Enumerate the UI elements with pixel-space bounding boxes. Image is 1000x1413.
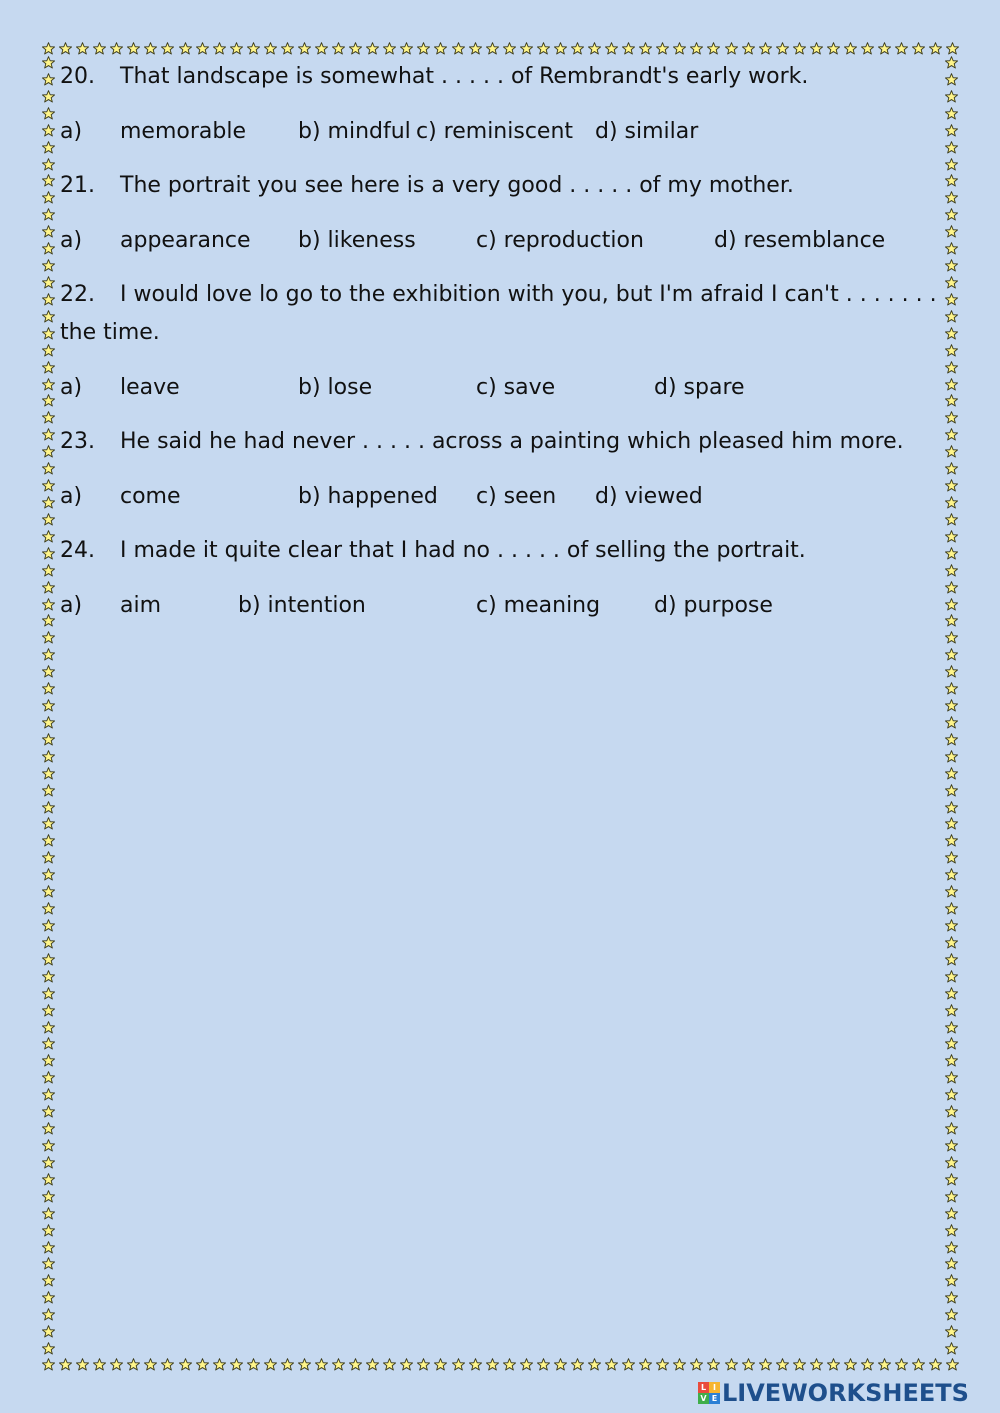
option-a[interactable]: leave <box>120 375 180 400</box>
option-a-label: a) <box>60 228 83 253</box>
option-d[interactable]: d) viewed <box>595 484 703 509</box>
question-text: The portrait you see here is a very good . . . . . of my mother. <box>120 173 794 198</box>
question-number: 21. <box>60 173 95 198</box>
question-text: I made it quite clear that I had no . . . . . of selling the portrait. <box>120 538 806 563</box>
question-number: 20. <box>60 64 95 89</box>
option-d[interactable]: d) spare <box>654 375 745 400</box>
option-b[interactable]: b) likeness <box>298 228 416 253</box>
option-d[interactable]: d) similar <box>595 119 699 144</box>
logo-mark-letter: I <box>709 1382 720 1393</box>
question-text-continued: the time. <box>60 320 160 345</box>
question-text: He said he had never . . . . . across a painting which pleased him more. <box>120 429 904 454</box>
option-b[interactable]: b) intention <box>238 593 366 618</box>
option-c[interactable]: c) save <box>476 375 556 400</box>
option-b[interactable]: b) lose <box>298 375 373 400</box>
option-c[interactable]: c) reminiscent <box>416 119 574 144</box>
question-text: I would love lo go to the exhibition with you, but I'm afraid I can't . . . . . . . <box>120 282 937 307</box>
option-c[interactable]: c) seen <box>476 484 557 509</box>
option-a-label: a) <box>60 375 83 400</box>
logo-mark-letter: L <box>698 1382 709 1393</box>
option-a[interactable]: come <box>120 484 181 509</box>
option-a[interactable]: memorable <box>120 119 246 144</box>
logo-mark-icon <box>698 1382 720 1404</box>
option-a[interactable]: aim <box>120 593 162 618</box>
option-b[interactable]: b) mindful <box>298 119 411 144</box>
logo-mark-letter: E <box>709 1393 720 1404</box>
question-text: That landscape is somewhat . . . . . of Rembrandt's early work. <box>120 64 809 89</box>
logo-text: LIVEWORKSHEETS <box>722 1379 969 1407</box>
question-number: 24. <box>60 538 95 563</box>
option-b[interactable]: b) happened <box>298 484 438 509</box>
option-a-label: a) <box>60 119 83 144</box>
option-c[interactable]: c) meaning <box>476 593 601 618</box>
option-d[interactable]: d) purpose <box>654 593 773 618</box>
question-number: 23. <box>60 429 95 454</box>
question-number: 22. <box>60 282 95 307</box>
option-a-label: a) <box>60 593 83 618</box>
option-d[interactable]: d) resemblance <box>714 228 886 253</box>
option-a[interactable]: appearance <box>120 228 251 253</box>
option-c[interactable]: c) reproduction <box>476 228 644 253</box>
logo-mark-letter: V <box>698 1393 709 1404</box>
option-a-label: a) <box>60 484 83 509</box>
liveworksheets-logo[interactable] <box>698 1378 969 1408</box>
